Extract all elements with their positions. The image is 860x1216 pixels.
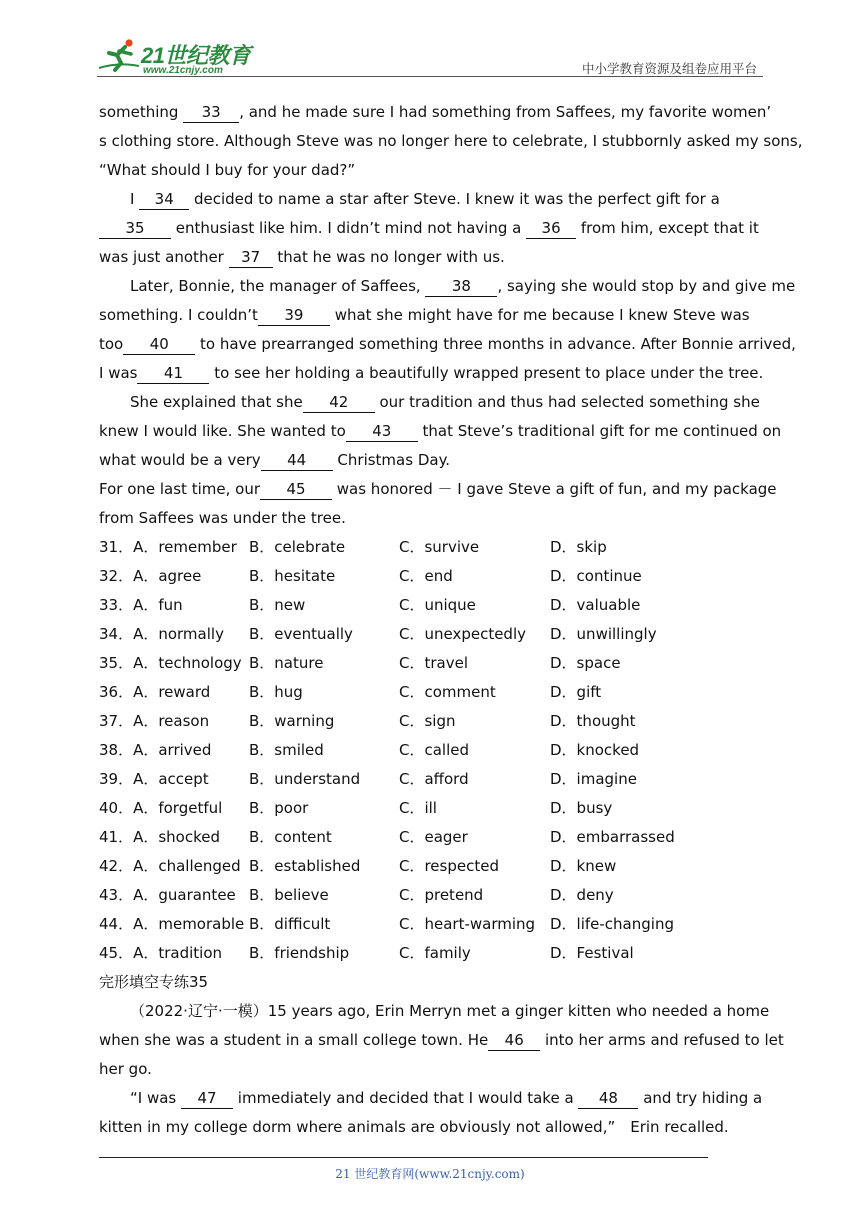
passage-2: [99, 997, 784, 1142]
text-line: [99, 185, 765, 214]
option-c[interactable]: C．respected: [399, 857, 499, 875]
text-run: when she was a student in a small college town. He: [99, 1031, 489, 1049]
blank-47[interactable]: 47: [181, 1088, 233, 1109]
text-line: [99, 127, 803, 156]
option-a[interactable]: 37．A．reason: [99, 712, 210, 730]
blank-48[interactable]: 48: [578, 1088, 638, 1109]
option-c[interactable]: C．heart-warming: [399, 915, 536, 933]
option-b[interactable]: B．friendship: [249, 944, 350, 962]
text-run: immediately and decided that I would take a: [233, 1089, 579, 1107]
text-line: [99, 156, 765, 185]
runner-icon: [97, 38, 141, 72]
option-row: [99, 620, 765, 649]
option-c[interactable]: C．comment: [399, 683, 496, 701]
option-c[interactable]: C．afford: [399, 770, 469, 788]
option-d[interactable]: D．knew: [550, 857, 617, 875]
text-run: Later, Bonnie, the manager of Saffees,: [130, 277, 426, 295]
option-b[interactable]: B．believe: [249, 886, 329, 904]
blank-37[interactable]: 37: [229, 247, 273, 268]
option-c[interactable]: C．eager: [399, 828, 468, 846]
option-a[interactable]: 44．A．memorable: [99, 915, 245, 933]
option-row: [99, 678, 765, 707]
options-list: [99, 533, 765, 968]
text-run: into her arms and refused to let: [540, 1031, 784, 1049]
option-b[interactable]: B．new: [249, 596, 306, 614]
text-run: “I was: [130, 1089, 182, 1107]
blank-33[interactable]: 33: [183, 102, 239, 123]
option-a[interactable]: 43．A．guarantee: [99, 886, 236, 904]
text-line: [99, 98, 772, 127]
option-b[interactable]: B．understand: [249, 770, 361, 788]
option-b[interactable]: B．smiled: [249, 741, 324, 759]
text-run: , saying she would stop by and give me: [497, 277, 796, 295]
text-run: from Saffees was under the tree.: [99, 509, 346, 527]
option-d[interactable]: D．valuable: [550, 596, 641, 614]
page-header: [97, 36, 763, 78]
option-a[interactable]: 38．A．arrived: [99, 741, 212, 759]
option-row: [99, 794, 765, 823]
text-run: that Steve’s traditional gift for me continued on: [417, 422, 782, 440]
text-run: something. I couldn’t: [99, 306, 258, 324]
text-run: “What should I buy for your dad?”: [99, 161, 356, 179]
option-row: [99, 765, 765, 794]
option-c[interactable]: C．family: [399, 944, 471, 962]
text-run: was just another: [99, 248, 229, 266]
text-run: to see her holding a beautifully wrapped present to place under the tree.: [209, 364, 764, 382]
text-line: [99, 997, 770, 1026]
option-a[interactable]: 32．A．agree: [99, 567, 202, 585]
text-line: [99, 301, 765, 330]
text-run: that he was no longer with us.: [272, 248, 505, 266]
option-b[interactable]: B．celebrate: [249, 538, 346, 556]
option-b[interactable]: B．hug: [249, 683, 303, 701]
option-c[interactable]: C．sign: [399, 712, 456, 730]
option-a[interactable]: 39．A．accept: [99, 770, 209, 788]
option-d[interactable]: D．thought: [550, 712, 636, 730]
text-line: [99, 1113, 765, 1142]
blank-43[interactable]: 43: [346, 421, 418, 442]
option-b[interactable]: B．established: [249, 857, 361, 875]
option-d[interactable]: D．unwillingly: [550, 625, 657, 643]
option-row: [99, 881, 765, 910]
text-run: I was: [99, 364, 138, 382]
option-a[interactable]: 42．A．challenged: [99, 857, 241, 875]
blank-44[interactable]: 44: [261, 450, 333, 471]
option-a[interactable]: 41．A．shocked: [99, 828, 220, 846]
text-run: （2022·辽宁·一模）15 years ago, Erin Merryn met a ginger kitten who needed a home: [130, 1002, 770, 1020]
text-run: something: [99, 103, 184, 121]
text-line: [99, 359, 765, 388]
option-a[interactable]: 45．A．tradition: [99, 944, 223, 962]
option-a[interactable]: 31．A．remember: [99, 538, 237, 556]
option-d[interactable]: D．continue: [550, 567, 642, 585]
blank-38[interactable]: 38: [425, 276, 497, 297]
document-body: [99, 98, 803, 1142]
option-b[interactable]: B．warning: [249, 712, 335, 730]
footer-divider: [99, 1157, 708, 1158]
option-d[interactable]: D．embarrassed: [550, 828, 675, 846]
text-line: [99, 446, 765, 475]
site-logo[interactable]: [97, 36, 257, 76]
text-run: enthusiast like him. I didn’t mind not having a: [171, 219, 527, 237]
text-run: too: [99, 335, 124, 353]
option-row: [99, 736, 765, 765]
blank-46[interactable]: 46: [488, 1030, 540, 1051]
text-line: [99, 214, 765, 243]
text-run: Christmas Day.: [332, 451, 451, 469]
option-b[interactable]: B．nature: [249, 654, 324, 672]
option-c[interactable]: C．travel: [399, 654, 468, 672]
text-run: For one last time, our: [99, 480, 260, 498]
text-run: s clothing store. Although Steve was no longer here to celebrate, I stubbornly asked my sons,: [99, 132, 803, 150]
header-platform-name: 中小学教育资源及组卷应用平台: [581, 61, 757, 76]
logo-text: 21世纪教育: [141, 43, 251, 68]
text-run: our tradition and thus had selected something she: [374, 393, 760, 411]
text-run: kitten in my college dorm where animals are obviously not allowed,” Erin recalled.: [99, 1118, 729, 1136]
option-d[interactable]: D．imagine: [550, 770, 637, 788]
text-line: [99, 330, 796, 359]
option-d[interactable]: D．deny: [550, 886, 614, 904]
blank-39[interactable]: 39: [258, 305, 330, 326]
text-line: [99, 417, 782, 446]
option-row: [99, 649, 765, 678]
blank-40[interactable]: 40: [123, 334, 195, 355]
text-line: [99, 504, 765, 533]
text-run: was honored － I gave Steve a gift of fun, and my package: [332, 480, 777, 498]
text-line: [99, 1084, 765, 1113]
text-line: [99, 1026, 784, 1055]
text-line: [99, 388, 765, 417]
footer-text: 21 世纪教育网(www.21cnjy.com): [335, 1167, 525, 1181]
option-b[interactable]: B．hesitate: [249, 567, 336, 585]
option-d[interactable]: D．busy: [550, 799, 613, 817]
blank-42[interactable]: 42: [303, 392, 375, 413]
text-run: I: [130, 190, 140, 208]
blank-35[interactable]: 35: [99, 218, 171, 239]
option-row: [99, 910, 765, 939]
blank-41[interactable]: 41: [137, 363, 209, 384]
option-d[interactable]: D．skip: [550, 538, 607, 556]
text-run: and try hiding a: [638, 1089, 763, 1107]
option-row: [99, 591, 765, 620]
option-d[interactable]: D．space: [550, 654, 621, 672]
option-d[interactable]: D．life-changing: [550, 915, 674, 933]
text-run: to have prearranged something three months in advance. After Bonnie arrived,: [195, 335, 796, 353]
header-divider: [97, 76, 763, 77]
text-line: [99, 243, 765, 272]
text-run: from him, except that it: [576, 219, 759, 237]
text-run: what she might have for me because I knew Steve was: [329, 306, 750, 324]
option-a[interactable]: 36．A．reward: [99, 683, 211, 701]
option-c[interactable]: C．ill: [399, 799, 437, 817]
text-line: [99, 1055, 765, 1084]
option-c[interactable]: C．survive: [399, 538, 480, 556]
option-a[interactable]: 33．A．fun: [99, 596, 183, 614]
logo-url: www.21cnjy.com: [143, 65, 223, 76]
option-d[interactable]: D．gift: [550, 683, 602, 701]
option-c[interactable]: C．pretend: [399, 886, 484, 904]
text-run: knew I would like. She wanted to: [99, 422, 346, 440]
text-run: , and he made sure I had something from Saffees, my favorite women’: [239, 103, 772, 121]
option-a[interactable]: 40．A．forgetful: [99, 799, 223, 817]
text-run: what would be a very: [99, 451, 261, 469]
option-d[interactable]: D．Festival: [550, 944, 634, 962]
option-b[interactable]: B．content: [249, 828, 332, 846]
option-row: [99, 562, 765, 591]
option-row: [99, 852, 765, 881]
option-row: [99, 533, 765, 562]
option-d[interactable]: D．knocked: [550, 741, 640, 759]
blank-34[interactable]: 34: [139, 189, 189, 210]
blank-45[interactable]: 45: [260, 479, 332, 500]
option-c[interactable]: C．unexpectedly: [399, 625, 527, 643]
text-line: [99, 475, 777, 504]
blank-36[interactable]: 36: [526, 218, 576, 239]
passage-1: [99, 98, 803, 533]
option-row: [99, 823, 765, 852]
option-c[interactable]: C．end: [399, 567, 453, 585]
text-run: her go.: [99, 1060, 152, 1078]
option-a[interactable]: 35．A．technology: [99, 654, 242, 672]
option-c[interactable]: C．unique: [399, 596, 476, 614]
option-b[interactable]: B．difficult: [249, 915, 331, 933]
option-c[interactable]: C．called: [399, 741, 469, 759]
option-b[interactable]: B．poor: [249, 799, 309, 817]
option-a[interactable]: 34．A．normally: [99, 625, 224, 643]
text-line: [99, 272, 796, 301]
section-title: 完形填空专练35: [99, 973, 209, 991]
text-run: decided to name a star after Steve. I knew it was the perfect gift for a: [189, 190, 720, 208]
option-row: [99, 707, 765, 736]
option-b[interactable]: B．eventually: [249, 625, 353, 643]
text-run: She explained that she: [130, 393, 303, 411]
option-row: [99, 939, 765, 968]
